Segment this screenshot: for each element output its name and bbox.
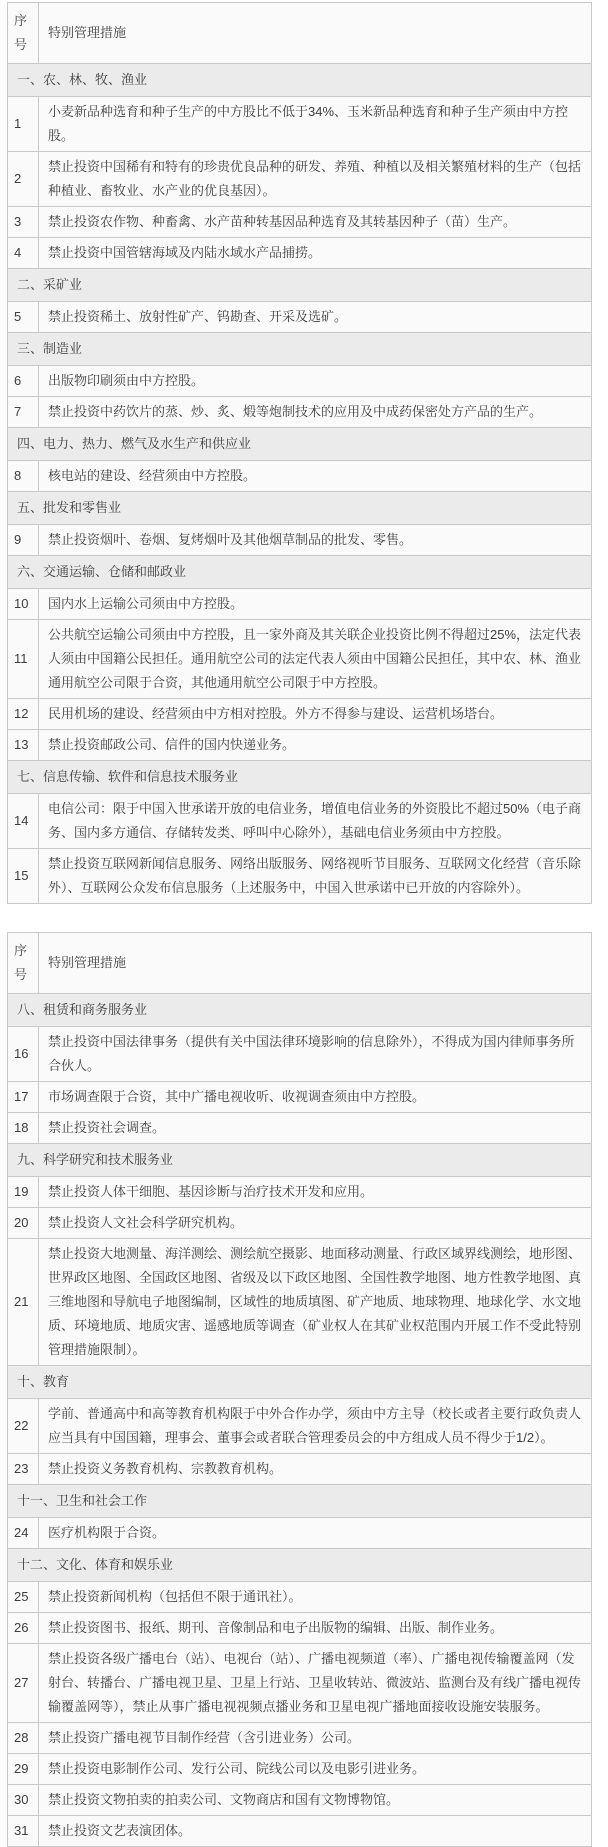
- row-number: 10: [8, 589, 39, 620]
- table-row: [8, 1754, 592, 1785]
- row-measure-text: 禁止投资文艺表演团体。: [39, 1816, 592, 1847]
- section-row: [8, 1485, 592, 1518]
- table-row: [8, 730, 592, 761]
- header-col-number: 序号: [8, 933, 39, 994]
- section-row: [8, 761, 592, 794]
- row-measure-text: 禁止投资义务教育机构、宗教教育机构。: [39, 1454, 592, 1485]
- table-row: [8, 302, 592, 333]
- row-measure-text: 禁止投资邮政公司、信件的国内快递业务。: [39, 730, 592, 761]
- section-row: [8, 428, 592, 461]
- row-measure-text: 禁止投资大地测量、海洋测绘、测绘航空摄影、地面移动测量、行政区域界线测绘，地形图、世界政区地图、全国政区地图、省级及以下政区地图、全国性教学地图、地方性教学地图、真三维地图和导航电子地图编制，区域性的地质填图、矿产地质、地球物理、地球化学、水文地质、环境地质、地质灾害、遥感地质等调查（矿业权人在其矿业权范围内开展工作不受此特别管理措施限制）。: [39, 1239, 592, 1366]
- row-number: 18: [8, 1113, 39, 1144]
- table-row: [8, 1518, 592, 1549]
- section-title: 一、农、林、牧、渔业: [8, 64, 592, 97]
- row-measure-text: 禁止投资人体干细胞、基因诊断与治疗技术开发和应用。: [39, 1177, 592, 1208]
- row-number: 7: [8, 397, 39, 428]
- row-number: 19: [8, 1177, 39, 1208]
- row-number: 9: [8, 525, 39, 556]
- section-row: [8, 333, 592, 366]
- row-measure-text: 核电站的建设、经营须由中方控股。: [39, 461, 592, 492]
- table-row: [8, 1177, 592, 1208]
- section-row: [8, 556, 592, 589]
- table-row: [8, 238, 592, 269]
- row-number: 8: [8, 461, 39, 492]
- row-measure-text: 禁止投资中国法律事务（提供有关中国法律环境影响的信息除外），不得成为国内律师事务所合伙人。: [39, 1027, 592, 1082]
- row-measure-text: 禁止投资广播电视节目制作经营（含引进业务）公司。: [39, 1723, 592, 1754]
- row-measure-text: 禁止投资新闻机构（包括但不限于通讯社）。: [39, 1582, 592, 1613]
- header-col-measure: 特别管理措施: [39, 933, 592, 994]
- row-number: 5: [8, 302, 39, 333]
- special-measures-table-2: [7, 932, 592, 1847]
- section-title: 十、教育: [8, 1366, 592, 1399]
- section-title: 二、采矿业: [8, 269, 592, 302]
- row-number: 29: [8, 1754, 39, 1785]
- section-row: [8, 269, 592, 302]
- table-row: [8, 366, 592, 397]
- row-measure-text: 禁止投资电影制作公司、发行公司、院线公司以及电影引进业务。: [39, 1754, 592, 1785]
- table-row: [8, 620, 592, 699]
- section-title: 十一、卫生和社会工作: [8, 1485, 592, 1518]
- row-measure-text: 民用机场的建设、经营须由中方相对控股。外方不得参与建设、运营机场塔台。: [39, 699, 592, 730]
- table-row: [8, 794, 592, 849]
- table-header-row: [8, 933, 592, 994]
- row-measure-text: 电信公司：限于中国入世承诺开放的电信业务，增值电信业务的外资股比不超过50%（电子商务、国内多方通信、存储转发类、呼叫中心除外），基础电信业务须由中方控股。: [39, 794, 592, 849]
- section-row: [8, 1144, 592, 1177]
- row-measure-text: 市场调查限于合资，其中广播电视收听、收视调查须由中方控股。: [39, 1082, 592, 1113]
- table-row: [8, 699, 592, 730]
- table-row: [8, 849, 592, 904]
- table-row: [8, 1454, 592, 1485]
- table-row: [8, 461, 592, 492]
- row-measure-text: 公共航空运输公司须由中方控股，且一家外商及其关联企业投资比例不得超过25%，法定代表人须由中国籍公民担任。通用航空公司的法定代表人须由中国籍公民担任，其中农、林、渔业通用航空公司限于合资，其他通用航空公司限于中方控股。: [39, 620, 592, 699]
- row-number: 16: [8, 1027, 39, 1082]
- table-row: [8, 1644, 592, 1723]
- row-number: 2: [8, 152, 39, 207]
- table-row: [8, 1785, 592, 1816]
- table-row: [8, 1239, 592, 1366]
- table-row: [8, 152, 592, 207]
- section-row: [8, 994, 592, 1027]
- table-row: [8, 589, 592, 620]
- table-row: [8, 1082, 592, 1113]
- row-measure-text: 禁止投资人文社会科学研究机构。: [39, 1208, 592, 1239]
- row-measure-text: 医疗机构限于合资。: [39, 1518, 592, 1549]
- row-number: 17: [8, 1082, 39, 1113]
- row-number: 6: [8, 366, 39, 397]
- table-row: [8, 1816, 592, 1847]
- row-number: 20: [8, 1208, 39, 1239]
- row-measure-text: 出版物印刷须由中方控股。: [39, 366, 592, 397]
- section-row: [8, 64, 592, 97]
- section-row: [8, 1549, 592, 1582]
- row-measure-text: 禁止投资文物拍卖的拍卖公司、文物商店和国有文物博物馆。: [39, 1785, 592, 1816]
- row-measure-text: 学前、普通高中和高等教育机构限于中外合作办学，须由中方主导（校长或者主要行政负责人应当具有中国国籍，理事会、董事会或者联合管理委员会的中方组成人员不得少于1/2）。: [39, 1399, 592, 1454]
- row-number: 26: [8, 1613, 39, 1644]
- row-number: 30: [8, 1785, 39, 1816]
- row-measure-text: 国内水上运输公司须由中方控股。: [39, 589, 592, 620]
- section-title: 八、租赁和商务服务业: [8, 994, 592, 1027]
- row-measure-text: 禁止投资各级广播电台（站）、电视台（站）、广播电视频道（率）、广播电视传输覆盖网（发射台、转播台、广播电视卫星、卫星上行站、卫星收转站、微波站、监测台及有线广播电视传输覆盖网等），禁止从事广播电视视频点播业务和卫星电视广播地面接收设施安装服务。: [39, 1644, 592, 1723]
- section-title: 五、批发和零售业: [8, 492, 592, 525]
- row-number: 24: [8, 1518, 39, 1549]
- row-number: 23: [8, 1454, 39, 1485]
- row-measure-text: 禁止投资中国管辖海域及内陆水域水产品捕捞。: [39, 238, 592, 269]
- row-number: 3: [8, 207, 39, 238]
- table-row: [8, 1723, 592, 1754]
- table-row: [8, 397, 592, 428]
- row-number: 28: [8, 1723, 39, 1754]
- table-body: [8, 933, 592, 1847]
- row-measure-text: 禁止投资图书、报纸、期刊、音像制品和电子出版物的编辑、出版、制作业务。: [39, 1613, 592, 1644]
- row-number: 15: [8, 849, 39, 904]
- row-number: 14: [8, 794, 39, 849]
- section-title: 七、信息传输、软件和信息技术服务业: [8, 761, 592, 794]
- row-number: 12: [8, 699, 39, 730]
- row-measure-text: 禁止投资互联网新闻信息服务、网络出版服务、网络视听节目服务、互联网文化经营（音乐除外）、互联网公众发布信息服务（上述服务中，中国入世承诺中已开放的内容除外）。: [39, 849, 592, 904]
- header-col-measure: 特别管理措施: [39, 3, 592, 64]
- row-number: 13: [8, 730, 39, 761]
- section-title: 九、科学研究和技术服务业: [8, 1144, 592, 1177]
- special-measures-table-1: [7, 2, 592, 904]
- table-row: [8, 1027, 592, 1082]
- row-measure-text: 小麦新品种选育和种子生产的中方股比不低于34%、玉米新品种选育和种子生产须由中方控股。: [39, 97, 592, 152]
- row-measure-text: 禁止投资烟叶、卷烟、复烤烟叶及其他烟草制品的批发、零售。: [39, 525, 592, 556]
- table-row: [8, 1113, 592, 1144]
- row-number: 22: [8, 1399, 39, 1454]
- row-number: 21: [8, 1239, 39, 1366]
- table-row: [8, 525, 592, 556]
- table-row: [8, 1582, 592, 1613]
- table-row: [8, 1613, 592, 1644]
- row-measure-text: 禁止投资中药饮片的蒸、炒、炙、煅等炮制技术的应用及中成药保密处方产品的生产。: [39, 397, 592, 428]
- row-number: 27: [8, 1644, 39, 1723]
- row-measure-text: 禁止投资农作物、种畜禽、水产苗种转基因品种选育及其转基因种子（苗）生产。: [39, 207, 592, 238]
- row-number: 31: [8, 1816, 39, 1847]
- row-number: 1: [8, 97, 39, 152]
- section-title: 四、电力、热力、燃气及水生产和供应业: [8, 428, 592, 461]
- section-title: 十二、文化、体育和娱乐业: [8, 1549, 592, 1582]
- table-row: [8, 1208, 592, 1239]
- header-col-number: 序号: [8, 3, 39, 64]
- row-measure-text: 禁止投资社会调查。: [39, 1113, 592, 1144]
- section-title: 六、交通运输、仓储和邮政业: [8, 556, 592, 589]
- table-body: [8, 3, 592, 904]
- row-number: 11: [8, 620, 39, 699]
- table-row: [8, 97, 592, 152]
- section-title: 三、制造业: [8, 333, 592, 366]
- row-measure-text: 禁止投资中国稀有和特有的珍贵优良品种的研发、养殖、种植以及相关繁殖材料的生产（包括种植业、畜牧业、水产业的优良基因）。: [39, 152, 592, 207]
- row-number: 25: [8, 1582, 39, 1613]
- section-row: [8, 1366, 592, 1399]
- row-number: 4: [8, 238, 39, 269]
- table-row: [8, 207, 592, 238]
- section-row: [8, 492, 592, 525]
- table-header-row: [8, 3, 592, 64]
- row-measure-text: 禁止投资稀土、放射性矿产、钨勘查、开采及选矿。: [39, 302, 592, 333]
- table-row: [8, 1399, 592, 1454]
